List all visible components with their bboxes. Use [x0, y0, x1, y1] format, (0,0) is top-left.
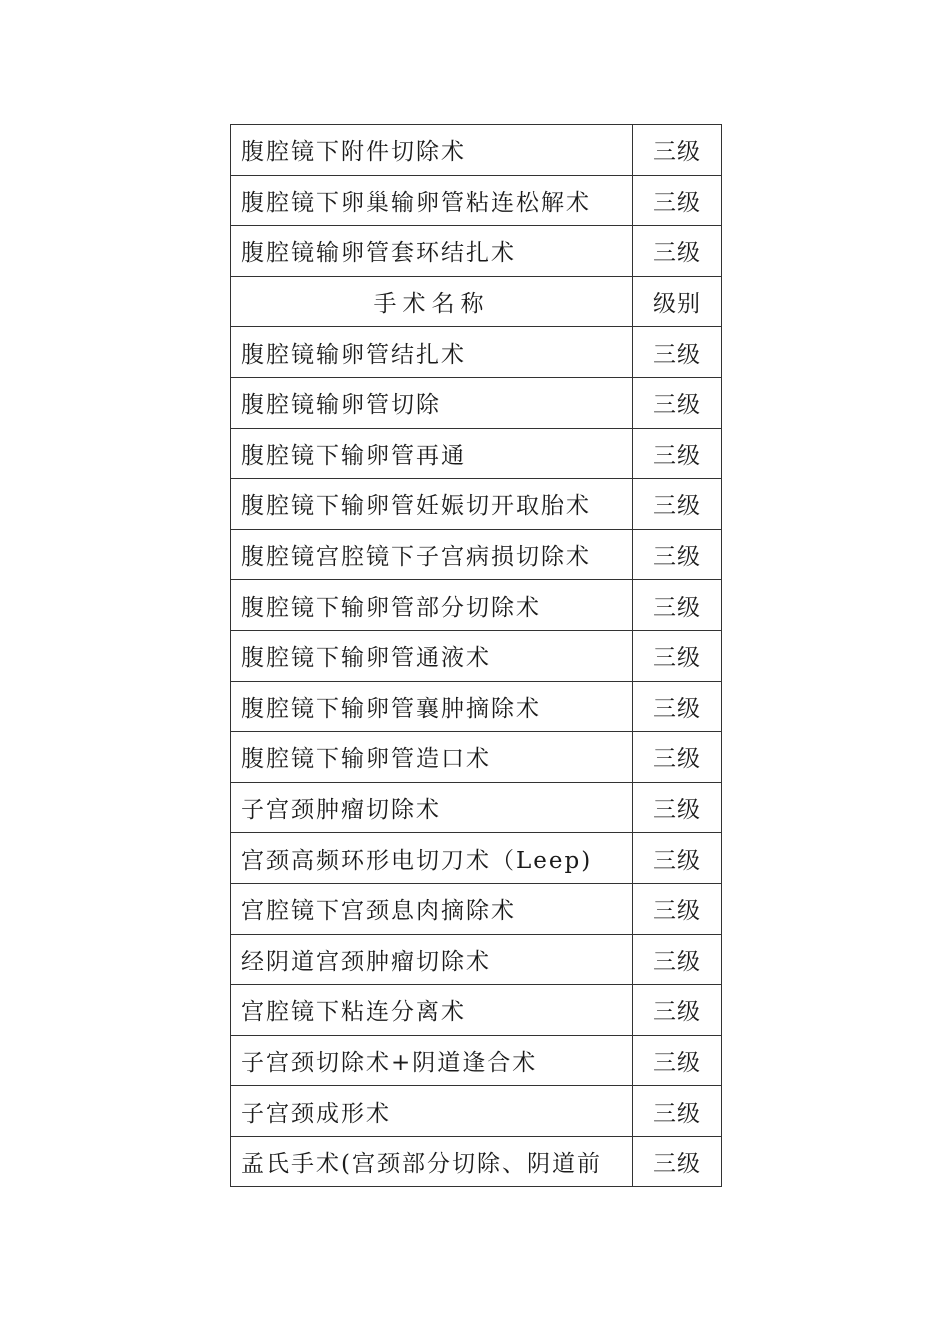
surgery-level-cell: 三级 [633, 833, 722, 884]
table-row [231, 327, 722, 378]
table-row [231, 377, 722, 428]
surgery-level-cell: 三级 [633, 630, 722, 681]
surgery-level-cell: 三级 [633, 1086, 722, 1137]
table-row [231, 1136, 722, 1187]
surgery-name-cell: 子宫颈肿瘤切除术 [231, 782, 633, 833]
surgery-name-cell: 腹腔镜下输卵管再通 [231, 428, 633, 479]
table-row [231, 226, 722, 277]
surgery-name-cell: 腹腔镜下输卵管襄肿摘除术 [231, 681, 633, 732]
table-row [231, 529, 722, 580]
table-row [231, 681, 722, 732]
table-row [231, 732, 722, 783]
surgery-name-cell: 腹腔镜下输卵管通液术 [231, 630, 633, 681]
surgery-name-cell: 子宫颈切除术+阴道逢合术 [231, 1035, 633, 1086]
table-row [231, 985, 722, 1036]
table-row [231, 479, 722, 530]
surgery-name-cell: 子宫颈成形术 [231, 1086, 633, 1137]
surgery-name-cell: 腹腔镜下输卵管妊娠切开取胎术 [231, 479, 633, 530]
surgery-level-cell: 三级 [633, 428, 722, 479]
surgery-level-cell: 三级 [633, 1035, 722, 1086]
surgery-level-cell: 三级 [633, 883, 722, 934]
table-row [231, 175, 722, 226]
table-row [231, 428, 722, 479]
surgery-level-cell: 三级 [633, 479, 722, 530]
surgery-name-cell: 腹腔镜输卵管套环结扎术 [231, 226, 633, 277]
surgery-level-cell: 三级 [633, 985, 722, 1036]
column-header-surgery-name: 手术名称 [231, 276, 633, 327]
surgery-level-cell: 三级 [633, 580, 722, 631]
surgery-name-cell: 腹腔镜宫腔镜下子宫病损切除术 [231, 529, 633, 580]
surgery-level-cell: 三级 [633, 934, 722, 985]
surgery-name-cell: 经阴道宫颈肿瘤切除术 [231, 934, 633, 985]
surgery-name-cell: 宫腔镜下宫颈息肉摘除术 [231, 883, 633, 934]
table-row [231, 630, 722, 681]
surgery-level-cell: 三级 [633, 327, 722, 378]
table-row [231, 1086, 722, 1137]
surgery-name-cell: 腹腔镜下卵巢输卵管粘连松解术 [231, 175, 633, 226]
surgery-name-cell: 孟氏手术(宫颈部分切除、阴道前 [231, 1136, 633, 1187]
surgery-level-cell: 三级 [633, 175, 722, 226]
surgery-level-cell: 三级 [633, 681, 722, 732]
table-row [231, 833, 722, 884]
table-row [231, 580, 722, 631]
surgery-name-cell: 宫腔镜下粘连分离术 [231, 985, 633, 1036]
surgery-level-cell: 三级 [633, 529, 722, 580]
table-row [231, 782, 722, 833]
column-header-level: 级别 [633, 276, 722, 327]
surgery-name-cell: 腹腔镜下附件切除术 [231, 125, 633, 176]
surgery-level-cell: 三级 [633, 782, 722, 833]
surgery-level-cell: 三级 [633, 125, 722, 176]
surgery-name-cell: 腹腔镜输卵管切除 [231, 377, 633, 428]
table-header-row [231, 276, 722, 327]
table-body [231, 125, 722, 1187]
surgery-level-cell: 三级 [633, 1136, 722, 1187]
table-row [231, 1035, 722, 1086]
surgery-name-cell: 腹腔镜输卵管结扎术 [231, 327, 633, 378]
surgery-level-cell: 三级 [633, 732, 722, 783]
table-row [231, 125, 722, 176]
surgery-level-cell: 三级 [633, 226, 722, 277]
surgery-grade-table [230, 124, 722, 1187]
surgery-name-cell: 宫颈高频环形电切刀术（Leep) [231, 833, 633, 884]
table-row [231, 883, 722, 934]
surgery-name-cell: 腹腔镜下输卵管造口术 [231, 732, 633, 783]
surgery-level-cell: 三级 [633, 377, 722, 428]
surgery-name-cell: 腹腔镜下输卵管部分切除术 [231, 580, 633, 631]
table-row [231, 934, 722, 985]
